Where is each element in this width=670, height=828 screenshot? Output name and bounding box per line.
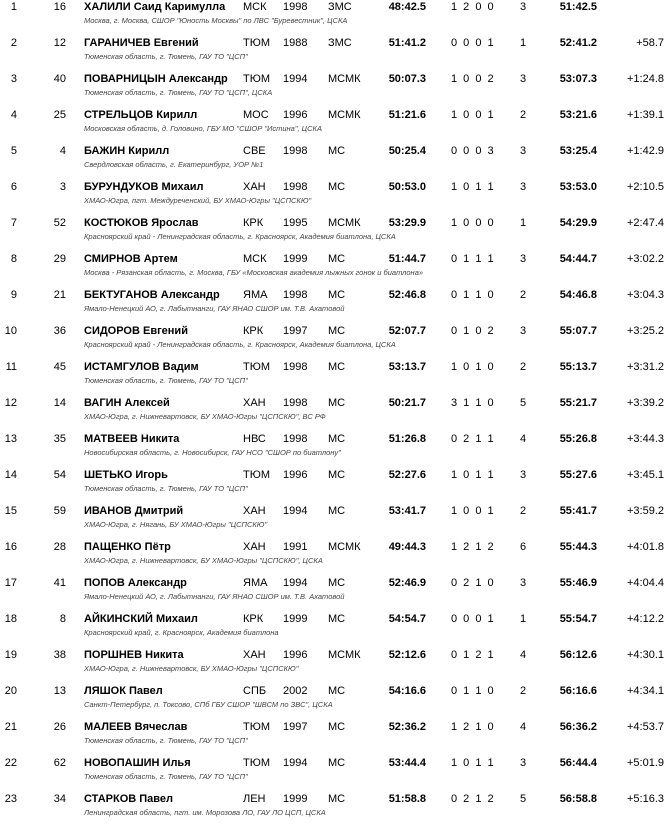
total-time: 54:46.8 — [559, 289, 597, 301]
result-row — [0, 504, 670, 540]
club-info: Ямало-Ненецкий АО, г. Лабытнанги, ГАУ ЯНАО СШОР им. Т.В. Ахатовой — [84, 304, 345, 313]
time-behind: +4:04.4 — [626, 577, 664, 589]
sport-rank: МС — [328, 793, 346, 805]
penalty-total: 3 — [519, 253, 527, 265]
sport-rank: МСМК — [328, 649, 361, 661]
sport-rank: МС — [328, 289, 346, 301]
penalty-total: 3 — [519, 181, 527, 193]
total-time: 55:41.7 — [559, 505, 597, 517]
time-behind: +3:45.1 — [626, 469, 664, 481]
club-info: Москва - Рязанская область, г. Москва, ГБУ «Московская академия лыжных гонок и биатлона» — [84, 268, 424, 277]
place-cell: 20 — [4, 685, 17, 697]
total-time: 56:12.6 — [559, 649, 597, 661]
result-row — [0, 792, 670, 828]
shooting-penalties: 1 2 1 2 — [451, 541, 494, 553]
penalty-total: 3 — [519, 1, 527, 13]
place-cell: 18 — [4, 613, 17, 625]
total-time: 53:53.0 — [559, 181, 597, 193]
course-time: 50:25.4 — [388, 145, 426, 157]
time-behind: +3:59.2 — [626, 505, 664, 517]
result-row — [0, 576, 670, 612]
result-row — [0, 72, 670, 108]
course-time: 52:12.6 — [388, 649, 426, 661]
total-time: 55:44.3 — [559, 541, 597, 553]
region-code: КРК — [243, 217, 264, 229]
result-row — [0, 756, 670, 792]
place-cell: 2 — [10, 37, 17, 49]
course-time: 50:21.7 — [388, 397, 426, 409]
region-code: ЛЕН — [243, 793, 266, 805]
time-behind: +4:12.2 — [626, 613, 664, 625]
shooting-penalties: 0 2 1 0 — [451, 577, 494, 589]
birth-year: 1998 — [283, 181, 308, 193]
athlete-name: БАЖИН Кирилл — [84, 145, 170, 157]
athlete-name: БУРУНДУКОВ Михаил — [84, 181, 204, 193]
time-behind: +3:31.2 — [626, 361, 664, 373]
bib-number: 38 — [53, 649, 66, 661]
bib-number: 62 — [53, 757, 66, 769]
athlete-name: СТРЕЛЬЦОВ Кирилл — [84, 109, 198, 121]
course-time: 51:21.6 — [388, 109, 426, 121]
birth-year: 1998 — [283, 397, 308, 409]
bib-number: 8 — [59, 613, 66, 625]
place-cell: 9 — [10, 289, 17, 301]
course-time: 53:41.7 — [388, 505, 426, 517]
result-row — [0, 144, 670, 180]
place-cell: 4 — [10, 109, 17, 121]
shooting-penalties: 1 0 1 1 — [451, 181, 494, 193]
shooting-penalties: 0 0 0 3 — [451, 145, 494, 157]
bib-number: 54 — [53, 469, 66, 481]
bib-number: 12 — [53, 37, 66, 49]
region-code: МОС — [243, 109, 269, 121]
bib-number: 35 — [53, 433, 66, 445]
shooting-penalties: 1 0 1 1 — [451, 757, 494, 769]
region-code: НВС — [243, 433, 266, 445]
course-time: 49:44.3 — [388, 541, 426, 553]
result-row — [0, 432, 670, 468]
athlete-name: МАТВЕЕВ Никита — [84, 433, 180, 445]
total-time: 53:07.3 — [559, 73, 597, 85]
penalty-total: 2 — [519, 361, 527, 373]
place-cell: 13 — [4, 433, 17, 445]
penalty-total: 4 — [519, 649, 527, 661]
club-info: Красноярский край, г. Красноярск, Академия биатлона — [84, 628, 279, 637]
penalty-total: 3 — [519, 325, 527, 337]
course-time: 48:42.5 — [388, 1, 426, 13]
course-time: 51:41.2 — [388, 37, 426, 49]
result-row — [0, 36, 670, 72]
sport-rank: МСМК — [328, 73, 361, 85]
club-info: ХМАО-Югра, г. Нижневартовск, БУ ХМАО-Югры "ЦСПСКЮ", ЦСКА — [84, 556, 323, 565]
club-info: Московская область, д. Головино, ГБУ МО "СШОР "Истина", ЦСКА — [84, 124, 322, 133]
total-time: 54:29.9 — [559, 217, 597, 229]
result-row — [0, 360, 670, 396]
course-time: 51:44.7 — [388, 253, 426, 265]
place-cell: 19 — [4, 649, 17, 661]
penalty-total: 3 — [519, 757, 527, 769]
time-behind: +58.7 — [636, 37, 664, 49]
result-row — [0, 0, 670, 36]
penalty-total: 5 — [519, 397, 527, 409]
place-cell: 3 — [10, 73, 17, 85]
course-time: 51:26.8 — [388, 433, 426, 445]
time-behind: +3:04.3 — [626, 289, 664, 301]
total-time: 52:41.2 — [559, 37, 597, 49]
region-code: ХАН — [243, 541, 266, 553]
shooting-penalties: 1 0 1 1 — [451, 469, 494, 481]
region-code: ТЮМ — [243, 73, 270, 85]
course-time: 53:13.7 — [388, 361, 426, 373]
region-code: ЯМА — [243, 289, 268, 301]
result-row — [0, 108, 670, 144]
course-time: 52:07.7 — [388, 325, 426, 337]
sport-rank: МС — [328, 685, 346, 697]
club-info: Москва, г. Москва, СШОР "Юность Москвы" по ЛВС "Буревестник", ЦСКА — [84, 16, 348, 25]
athlete-name: ШЕТЬКО Игорь — [84, 469, 168, 481]
birth-year: 1997 — [283, 325, 308, 337]
bib-number: 36 — [53, 325, 66, 337]
sport-rank: МС — [328, 145, 346, 157]
athlete-name: ИСТАМГУЛОВ Вадим — [84, 361, 199, 373]
place-cell: 22 — [4, 757, 17, 769]
shooting-penalties: 0 2 1 2 — [451, 793, 494, 805]
birth-year: 1998 — [283, 289, 308, 301]
penalty-total: 2 — [519, 685, 527, 697]
athlete-name: МАЛЕЕВ Вячеслав — [84, 721, 188, 733]
time-behind: +3:25.2 — [626, 325, 664, 337]
bib-number: 29 — [53, 253, 66, 265]
shooting-penalties: 1 0 0 1 — [451, 505, 494, 517]
total-time: 56:16.6 — [559, 685, 597, 697]
sport-rank: ЗМС — [328, 1, 352, 13]
result-row — [0, 396, 670, 432]
club-info: ХМАО-Югра, г. Нягань, БУ ХМАО-Югры "ЦСПСКЮ" — [84, 520, 268, 529]
place-cell: 15 — [4, 505, 17, 517]
athlete-name: ПОПОВ Александр — [84, 577, 187, 589]
bib-number: 59 — [53, 505, 66, 517]
sport-rank: МС — [328, 577, 346, 589]
course-time: 52:46.9 — [388, 577, 426, 589]
birth-year: 1994 — [283, 757, 308, 769]
birth-year: 2002 — [283, 685, 308, 697]
birth-year: 1996 — [283, 109, 308, 121]
time-behind: +4:01.8 — [626, 541, 664, 553]
athlete-name: АЙКИНСКИЙ Михаил — [84, 613, 198, 625]
shooting-penalties: 0 1 1 1 — [451, 253, 494, 265]
birth-year: 1995 — [283, 217, 308, 229]
bib-number: 25 — [53, 109, 66, 121]
total-time: 56:36.2 — [559, 721, 597, 733]
time-behind: +2:47.4 — [626, 217, 664, 229]
birth-year: 1996 — [283, 649, 308, 661]
birth-year: 1991 — [283, 541, 308, 553]
shooting-penalties: 0 0 0 1 — [451, 613, 494, 625]
penalty-total: 3 — [519, 145, 527, 157]
bib-number: 34 — [53, 793, 66, 805]
bib-number: 3 — [59, 181, 66, 193]
shooting-penalties: 0 1 1 0 — [451, 289, 494, 301]
total-time: 56:58.8 — [559, 793, 597, 805]
birth-year: 1999 — [283, 253, 308, 265]
place-cell: 17 — [4, 577, 17, 589]
club-info: Тюменская область, г. Тюмень, ГАУ ТО "ЦСП" — [84, 736, 248, 745]
birth-year: 1994 — [283, 577, 308, 589]
sport-rank: МСМК — [328, 541, 361, 553]
total-time: 55:21.7 — [559, 397, 597, 409]
penalty-total: 2 — [519, 505, 527, 517]
athlete-name: СИДОРОВ Евгений — [84, 325, 188, 337]
athlete-name: КОСТЮКОВ Ярослав — [84, 217, 199, 229]
athlete-name: ПАЩЕНКО Пётр — [84, 541, 171, 553]
penalty-total: 4 — [519, 433, 527, 445]
shooting-penalties: 1 2 1 0 — [451, 721, 494, 733]
sport-rank: МС — [328, 721, 346, 733]
bib-number: 21 — [53, 289, 66, 301]
place-cell: 10 — [4, 325, 17, 337]
athlete-name: ВАГИН Алексей — [84, 397, 170, 409]
club-info: Красноярский край - Ленинградская область, г. Красноярск, Академия биатлона, ЦСКА — [84, 340, 396, 349]
region-code: ТЮМ — [243, 757, 270, 769]
club-info: Свердловская область, г. Екатеринбург, УОР №1 — [84, 160, 264, 169]
club-info: Новосибирская область, г. Новосибирск, ГАУ НСО "СШОР по биатлону" — [84, 448, 341, 457]
total-time: 55:46.9 — [559, 577, 597, 589]
course-time: 50:53.0 — [388, 181, 426, 193]
birth-year: 1997 — [283, 721, 308, 733]
bib-number: 14 — [53, 397, 66, 409]
shooting-penalties: 0 0 0 1 — [451, 37, 494, 49]
total-time: 53:25.4 — [559, 145, 597, 157]
result-row — [0, 468, 670, 504]
penalty-total: 1 — [519, 613, 527, 625]
place-cell: 8 — [10, 253, 17, 265]
birth-year: 1996 — [283, 469, 308, 481]
penalty-total: 3 — [519, 73, 527, 85]
sport-rank: МС — [328, 505, 346, 517]
shooting-penalties: 1 0 0 2 — [451, 73, 494, 85]
bib-number: 41 — [53, 577, 66, 589]
sport-rank: ЗМС — [328, 37, 352, 49]
penalty-total: 1 — [519, 217, 527, 229]
athlete-name: СМИРНОВ Артем — [84, 253, 178, 265]
athlete-name: БЕКТУГАНОВ Александр — [84, 289, 220, 301]
birth-year: 1998 — [283, 361, 308, 373]
time-behind: +5:16.3 — [626, 793, 664, 805]
club-info: Ямало-Ненецкий АО, г. Лабытнанги, ГАУ ЯНАО СШОР им. Т.В. Ахатовой — [84, 592, 345, 601]
birth-year: 1998 — [283, 433, 308, 445]
shooting-penalties: 0 1 1 0 — [451, 685, 494, 697]
birth-year: 1988 — [283, 37, 308, 49]
shooting-penalties: 0 1 2 1 — [451, 649, 494, 661]
result-row — [0, 252, 670, 288]
result-row — [0, 216, 670, 252]
penalty-total: 3 — [519, 577, 527, 589]
time-behind: +1:24.8 — [626, 73, 664, 85]
total-time: 54:44.7 — [559, 253, 597, 265]
region-code: СПБ — [243, 685, 267, 697]
athlete-name: ПОВАРНИЦЫН Александр — [84, 73, 228, 85]
region-code: ЯМА — [243, 577, 268, 589]
result-row — [0, 684, 670, 720]
athlete-name: ИВАНОВ Дмитрий — [84, 505, 184, 517]
athlete-name: СТАРКОВ Павел — [84, 793, 173, 805]
shooting-penalties: 3 1 1 0 — [451, 397, 494, 409]
result-row — [0, 720, 670, 756]
place-cell: 21 — [4, 721, 17, 733]
penalty-total: 5 — [519, 793, 527, 805]
shooting-penalties: 0 2 1 1 — [451, 433, 494, 445]
time-behind: +3:02.2 — [626, 253, 664, 265]
time-behind: +4:30.1 — [626, 649, 664, 661]
region-code: ХАН — [243, 505, 266, 517]
club-info: ХМАО-Югра, г. Нижневартовск, БУ ХМАО-Югры "ЦСПСКЮ", ВС РФ — [84, 412, 326, 421]
club-info: Санкт-Петербург, п. Токсово, СПб ГБУ СШОР "ШВСМ по ЗВС", ЦСКА — [84, 700, 333, 709]
penalty-total: 2 — [519, 289, 527, 301]
result-row — [0, 540, 670, 576]
time-behind: +4:53.7 — [626, 721, 664, 733]
result-row — [0, 288, 670, 324]
place-cell: 23 — [4, 793, 17, 805]
place-cell: 7 — [10, 217, 17, 229]
place-cell: 6 — [10, 181, 17, 193]
course-time: 52:46.8 — [388, 289, 426, 301]
total-time: 55:27.6 — [559, 469, 597, 481]
penalty-total: 4 — [519, 721, 527, 733]
club-info: Тюменская область, г. Тюмень, ГАУ ТО "ЦСП" — [84, 376, 248, 385]
bib-number: 45 — [53, 361, 66, 373]
place-cell: 5 — [10, 145, 17, 157]
course-time: 53:29.9 — [388, 217, 426, 229]
region-code: ТЮМ — [243, 37, 270, 49]
club-info: Тюменская область, г. Тюмень, ГАУ ТО "ЦСП" — [84, 52, 248, 61]
bib-number: 13 — [53, 685, 66, 697]
birth-year: 1994 — [283, 505, 308, 517]
birth-year: 1999 — [283, 613, 308, 625]
result-row — [0, 180, 670, 216]
club-info: Тюменская область, г. Тюмень, ГАУ ТО "ЦСП", ЦСКА — [84, 88, 273, 97]
sport-rank: МСМК — [328, 109, 361, 121]
place-cell: 11 — [5, 361, 17, 373]
sport-rank: МСМК — [328, 217, 361, 229]
penalty-total: 6 — [519, 541, 527, 553]
result-row — [0, 648, 670, 684]
time-behind: +2:10.5 — [626, 181, 664, 193]
result-row — [0, 612, 670, 648]
place-cell: 12 — [4, 397, 17, 409]
sport-rank: МС — [328, 757, 346, 769]
shooting-penalties: 1 2 0 0 — [451, 1, 494, 13]
club-info: Ленинградская область, пгт. им. Морозова ЛО, ГАУ ЛО ЦСП, ЦСКА — [84, 808, 326, 817]
club-info: ХМАО-Югра, пгт. Междуреченский, БУ ХМАО-Югры "ЦСПСКЮ" — [84, 196, 312, 205]
club-info: Красноярский край - Ленинградская область, г. Красноярск, Академия биатлона, ЦСКА — [84, 232, 396, 241]
region-code: ТЮМ — [243, 361, 270, 373]
birth-year: 1998 — [283, 1, 308, 13]
birth-year: 1999 — [283, 793, 308, 805]
sport-rank: МС — [328, 397, 346, 409]
total-time: 55:54.7 — [559, 613, 597, 625]
total-time: 55:13.7 — [559, 361, 597, 373]
course-time: 50:07.3 — [388, 73, 426, 85]
region-code: ХАН — [243, 649, 266, 661]
shooting-penalties: 1 0 0 0 — [451, 217, 494, 229]
region-code: ХАН — [243, 397, 266, 409]
club-info: Тюменская область, г. Тюмень, ГАУ ТО "ЦСП" — [84, 484, 248, 493]
course-time: 52:36.2 — [388, 721, 426, 733]
sport-rank: МС — [328, 325, 346, 337]
time-behind: +4:34.1 — [626, 685, 664, 697]
region-code: ХАН — [243, 181, 266, 193]
total-time: 51:42.5 — [559, 1, 597, 13]
total-time: 56:44.4 — [559, 757, 597, 769]
club-info: Тюменская область, г. Тюмень, ГАУ ТО "ЦСП" — [84, 772, 248, 781]
shooting-penalties: 1 0 0 1 — [451, 109, 494, 121]
region-code: СВЕ — [243, 145, 266, 157]
course-time: 54:16.6 — [388, 685, 426, 697]
course-time: 51:58.8 — [388, 793, 426, 805]
club-info: ХМАО-Югра, г. Нижневартовск, БУ ХМАО-Югры "ЦСПСКЮ" — [84, 664, 299, 673]
penalty-total: 3 — [519, 469, 527, 481]
course-time: 53:44.4 — [388, 757, 426, 769]
place-cell: 16 — [4, 541, 17, 553]
region-code: МСК — [243, 1, 267, 13]
place-cell: 14 — [4, 469, 17, 481]
course-time: 52:27.6 — [388, 469, 426, 481]
bib-number: 26 — [53, 721, 66, 733]
total-time: 53:21.6 — [559, 109, 597, 121]
bib-number: 4 — [59, 145, 66, 157]
time-behind: +1:39.1 — [626, 109, 664, 121]
time-behind: +3:39.2 — [626, 397, 664, 409]
sport-rank: МС — [328, 181, 346, 193]
birth-year: 1998 — [283, 145, 308, 157]
region-code: МСК — [243, 253, 267, 265]
athlete-name: ГАРАНИЧЕВ Евгений — [84, 37, 199, 49]
total-time: 55:26.8 — [559, 433, 597, 445]
bib-number: 40 — [53, 73, 66, 85]
birth-year: 1994 — [283, 73, 308, 85]
result-row — [0, 324, 670, 360]
athlete-name: ЛЯШОК Павел — [84, 685, 163, 697]
bib-number: 16 — [53, 1, 66, 13]
region-code: КРК — [243, 613, 264, 625]
athlete-name: НОВОПАШИН Илья — [84, 757, 191, 769]
region-code: ТЮМ — [243, 721, 270, 733]
shooting-penalties: 1 0 1 0 — [451, 361, 494, 373]
sport-rank: МС — [328, 469, 346, 481]
region-code: КРК — [243, 325, 264, 337]
athlete-name: ХАЛИЛИ Саид Каримулла — [84, 1, 226, 13]
bib-number: 28 — [53, 541, 66, 553]
sport-rank: МС — [328, 613, 346, 625]
shooting-penalties: 0 1 0 2 — [451, 325, 494, 337]
place-cell: 1 — [10, 1, 17, 13]
bib-number: 52 — [53, 217, 66, 229]
sport-rank: МС — [328, 361, 346, 373]
time-behind: +3:44.3 — [626, 433, 664, 445]
penalty-total: 1 — [519, 37, 527, 49]
sport-rank: МС — [328, 253, 346, 265]
time-behind: +5:01.9 — [626, 757, 664, 769]
course-time: 54:54.7 — [388, 613, 426, 625]
total-time: 55:07.7 — [559, 325, 597, 337]
time-behind: +1:42.9 — [626, 145, 664, 157]
athlete-name: ПОРШНЕВ Никита — [84, 649, 184, 661]
region-code: ТЮМ — [243, 469, 270, 481]
sport-rank: МС — [328, 433, 346, 445]
penalty-total: 2 — [519, 109, 527, 121]
